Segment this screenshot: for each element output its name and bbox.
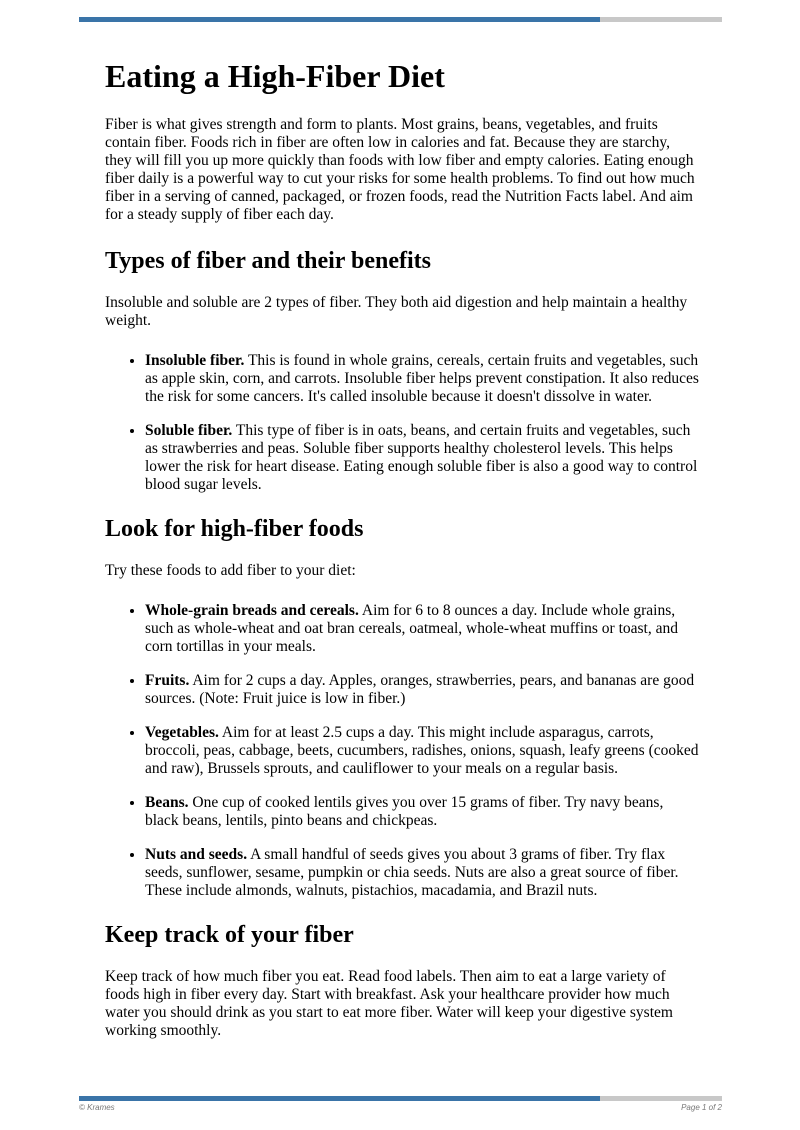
footer-copyright: © Krames: [79, 1103, 115, 1112]
list-item-text: A small handful of seeds gives you about 3 grams of fiber. Try flax seeds, sunflower, sesame, pumpkin or chia seeds. Nuts are also a great source of fiber. These include almonds, walnuts, pistachios, macadamia, and Brazil nuts.: [145, 846, 679, 899]
section-lead-track: Keep track of how much fiber you eat. Read food labels. Then aim to eat a large variety of foods high in fiber every day. Start with breakfast. Ask your healthcare provider how much water you should drink as you start to eat more fiber. Water will keep your digestive system working smoothly.: [105, 968, 673, 1039]
list-item-term: Soluble fiber.: [145, 422, 233, 439]
bottom-progress-fill: [79, 1096, 600, 1101]
list-item-text: This is found in whole grains, cereals, certain fruits and vegetables, such as apple skin, corn, and carrots. Insoluble fiber helps prevent constipation. It also reduces the risk for some cancers. It's called insoluble because it doesn't dissolve in water.: [145, 352, 699, 405]
types-list: [105, 352, 700, 494]
list-item: [145, 672, 700, 708]
list-item-term: Vegetables.: [145, 724, 219, 741]
list-item-term: Insoluble fiber.: [145, 352, 245, 369]
list-item: [145, 602, 700, 656]
list-item-term: Fruits.: [145, 672, 190, 689]
list-item: [145, 794, 700, 830]
list-item-term: Nuts and seeds.: [145, 846, 248, 863]
list-item: [145, 352, 700, 406]
section-heading-types: Types of fiber and their benefits: [105, 248, 432, 274]
list-item-text: One cup of cooked lentils gives you over 15 grams of fiber. Try navy beans, black beans, lentils, pinto beans and chickpeas.: [145, 794, 664, 829]
list-item-text: Aim for 6 to 8 ounces a day. Include whole grains, such as whole-wheat and oat bran cereals, oatmeal, whole-wheat muffins or toast, and corn tortillas in your meals.: [145, 602, 678, 655]
list-item: [145, 422, 700, 494]
list-item: [145, 846, 700, 900]
list-item-text: Aim for 2 cups a day. Apples, oranges, strawberries, pears, and bananas are good sources. (Note: Fruit juice is low in fiber.): [145, 672, 695, 707]
top-progress-bar: [79, 17, 722, 22]
list-item-term: Whole-grain breads and cereals.: [145, 602, 359, 619]
footer-page-number: Page 1 of 2: [681, 1103, 722, 1112]
list-item-text: This type of fiber is in oats, beans, and certain fruits and vegetables, such as strawberries and peas. Soluble fiber supports healthy cholesterol levels. This helps lower the risk for heart disease. Eating enough soluble fiber is also a good way to control blood sugar levels.: [145, 422, 698, 493]
section-heading-track: Keep track of your fiber: [105, 922, 354, 948]
top-progress-fill: [79, 17, 600, 22]
document-body: [105, 56, 700, 1062]
bottom-progress-bar: [79, 1096, 722, 1101]
list-item-text: Aim for at least 2.5 cups a day. This might include asparagus, carrots, broccoli, peas, cabbage, beets, cucumbers, radishes, onions, squash, leafy greens (cooked and raw), Brussels sprouts, and cauliflower to your meals on a regular basis.: [145, 724, 699, 777]
section-heading-foods: Look for high-fiber foods: [105, 516, 364, 542]
foods-list: [105, 602, 700, 900]
section-lead-foods: Try these foods to add fiber to your diet:: [105, 562, 356, 579]
section-lead-types: Insoluble and soluble are 2 types of fiber. They both aid digestion and help maintain a healthy weight.: [105, 294, 688, 329]
page-title: Eating a High-Fiber Diet: [105, 58, 445, 94]
list-item: [145, 724, 700, 778]
list-item-term: Beans.: [145, 794, 189, 811]
intro-paragraph: Fiber is what gives strength and form to plants. Most grains, beans, vegetables, and fruits contain fiber. Foods rich in fiber are often low in calories and fat. Because they are starchy, they will fill you up more quickly than foods with low fiber and empty calories. Eating enough fiber daily is a powerful way to cut your risks for some health problems. To find out how much fiber in a serving of canned, packaged, or frozen foods, read the Nutrition Facts label. And aim for a steady supply of fiber each day.: [105, 116, 695, 223]
